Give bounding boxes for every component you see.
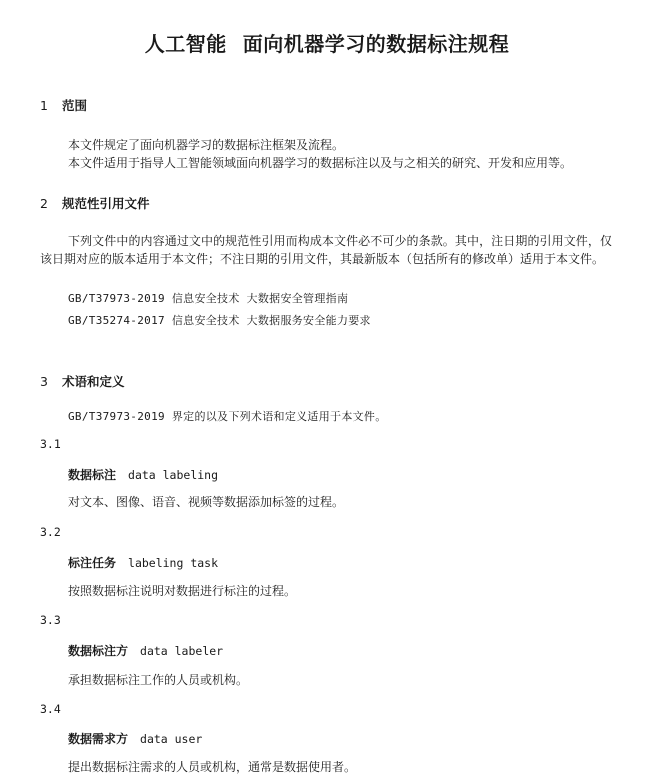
term-definition: 按照数据标注说明对数据进行标注的过程。 [68, 584, 297, 598]
document-title [0, 28, 654, 57]
term-entry [68, 554, 218, 571]
term-definition: 提出数据标注需求的人员或机构，通常是数据使用者。 [68, 760, 357, 774]
section-1-title: 范围 [62, 98, 88, 113]
term-en: data labeler [140, 644, 224, 658]
term-en: data labeling [128, 468, 219, 482]
term-en: data user [140, 732, 203, 746]
section-2-number: 2 [40, 196, 48, 211]
term-zh: 数据需求方 [68, 732, 129, 746]
section-3-title: 术语和定义 [62, 374, 125, 389]
clause-number: 3.1 [40, 437, 61, 451]
terms-intro: GB/T37973-2019 界定的以及下列术语和定义适用于本文件。 [68, 410, 387, 423]
section-2-heading [40, 194, 150, 212]
term-zh: 数据标注 [68, 468, 117, 482]
section-3-heading [40, 372, 125, 390]
term-en: labeling task [128, 556, 219, 570]
term-zh: 数据标注方 [68, 644, 129, 658]
clause-number: 3.4 [40, 702, 61, 716]
title-part-2: 面向机器学习的数据标注规程 [242, 32, 510, 56]
section-1-heading [40, 96, 87, 114]
term-entry [68, 730, 202, 747]
scope-paragraph-1: 本文件规定了面向机器学习的数据标注框架及流程。 [68, 138, 345, 152]
term-definition: 对文本、图像、语音、视频等数据添加标签的过程。 [68, 495, 345, 509]
clause-number: 3.2 [40, 525, 61, 539]
title-part-1: 人工智能 [144, 32, 227, 56]
term-zh: 标注任务 [68, 556, 117, 570]
section-1-number: 1 [40, 98, 48, 113]
term-entry [68, 466, 218, 483]
clause-number: 3.3 [40, 613, 61, 627]
term-entry [68, 642, 223, 659]
scope-paragraph-2: 本文件适用于指导人工智能领域面向机器学习的数据标注以及与之相关的研究、开发和应用等。 [68, 156, 573, 170]
normative-paragraph: 下列文件中的内容通过文中的规范性引用而构成本文件必不可少的条款。其中，注日期的引用文件，仅该日期对应的版本适用于本文件；不注日期的引用文件，其最新版本（包括所有的修改单）适用于本文件。 [40, 234, 612, 266]
reference-item: GB/T35274-2017 信息安全技术 大数据服务安全能力要求 [68, 314, 371, 327]
section-3-number: 3 [40, 374, 48, 389]
section-2-title: 规范性引用文件 [62, 196, 150, 211]
term-definition: 承担数据标注工作的人员或机构。 [68, 673, 249, 687]
reference-item: GB/T37973-2019 信息安全技术 大数据安全管理指南 [68, 292, 349, 305]
